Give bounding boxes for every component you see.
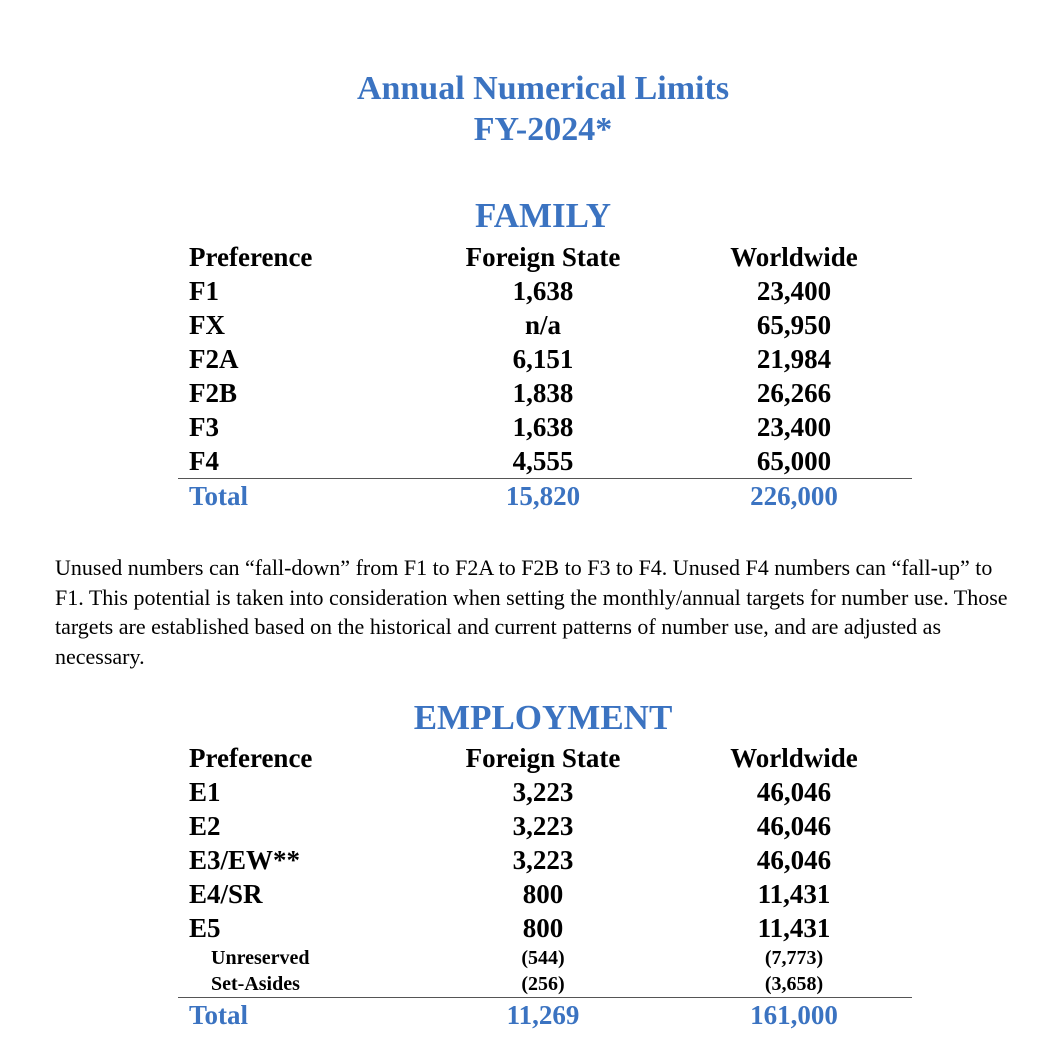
preference-cell: Set-Asides <box>211 973 300 995</box>
table-row <box>178 274 912 308</box>
table-row <box>178 342 912 376</box>
worldwide-cell: 23,400 <box>756 276 832 306</box>
employment-table <box>178 741 912 1032</box>
total-worldwide: 161,000 <box>750 1000 838 1030</box>
table-row <box>178 775 912 809</box>
preference-cell: E3/EW** <box>189 845 301 875</box>
header-worldwide: Worldwide <box>730 743 858 773</box>
worldwide-cell: 23,400 <box>756 412 832 442</box>
preference-cell: F2A <box>189 344 239 374</box>
worldwide-cell: 46,046 <box>756 845 832 875</box>
preference-cell: E4/SR <box>189 879 263 909</box>
total-row <box>178 479 912 513</box>
table-row <box>178 376 912 410</box>
foreign-state-cell: 6,151 <box>512 344 574 374</box>
worldwide-cell: 21,984 <box>756 344 832 374</box>
table-row <box>178 809 912 843</box>
worldwide-cell: 65,950 <box>756 310 832 340</box>
table-row <box>178 877 912 911</box>
header-foreign-state: Foreign State <box>465 743 621 773</box>
document-subtitle: FY-2024* <box>473 111 613 148</box>
total-worldwide: 226,000 <box>750 481 838 511</box>
foreign-state-cell: n/a <box>524 310 562 340</box>
worldwide-cell: 46,046 <box>756 777 832 807</box>
table-header <box>178 240 912 274</box>
sub-row <box>178 945 912 971</box>
preference-cell: E2 <box>189 811 221 841</box>
table-row <box>178 444 912 479</box>
foreign-state-cell: 800 <box>522 879 564 909</box>
worldwide-cell: (3,658) <box>764 973 824 995</box>
total-label: Total <box>189 1000 249 1030</box>
table-row <box>178 843 912 877</box>
header-preference: Preference <box>189 743 313 773</box>
worldwide-cell: 11,431 <box>757 913 831 943</box>
foreign-state-cell: 800 <box>522 913 564 943</box>
foreign-state-cell: 1,638 <box>512 412 574 442</box>
worldwide-cell: 11,431 <box>757 879 831 909</box>
total-foreign-state: 15,820 <box>505 481 581 511</box>
table-row <box>178 410 912 444</box>
preference-cell: F4 <box>189 446 219 476</box>
total-foreign-state: 11,269 <box>506 1000 580 1030</box>
family-table <box>178 240 912 513</box>
family-heading: FAMILY <box>474 196 612 235</box>
header-preference: Preference <box>189 242 313 272</box>
foreign-state-cell: 1,838 <box>512 378 574 408</box>
table-row <box>178 911 912 945</box>
foreign-state-cell: 3,223 <box>512 845 574 875</box>
foreign-state-cell: (256) <box>521 973 565 995</box>
worldwide-cell: (7,773) <box>764 947 824 969</box>
preference-cell: F3 <box>189 412 219 442</box>
worldwide-cell: 46,046 <box>756 811 832 841</box>
fall-down-note: Unused numbers can “fall-down” from F1 to F2A to F2B to F3 to F4. Unused F4 numbers can “fall-up” to F1. This potential is taken into consideration when setting the monthly/annual targets for number use. Those targets are established based on the historical and current patterns of number use, and are adjusted as necessary. <box>55 555 1008 669</box>
preference-cell: Unreserved <box>211 947 310 969</box>
worldwide-cell: 26,266 <box>756 378 832 408</box>
foreign-state-cell: (544) <box>521 947 565 969</box>
foreign-state-cell: 3,223 <box>512 777 574 807</box>
table-header <box>178 741 912 775</box>
employment-heading: EMPLOYMENT <box>413 698 673 737</box>
preference-cell: F1 <box>189 276 219 306</box>
foreign-state-cell: 1,638 <box>512 276 574 306</box>
foreign-state-cell: 4,555 <box>512 446 574 476</box>
total-row <box>178 998 912 1032</box>
preference-cell: E1 <box>189 777 221 807</box>
header-worldwide: Worldwide <box>730 242 858 272</box>
preference-cell: FX <box>189 310 225 340</box>
document-title: Annual Numerical Limits <box>356 70 730 107</box>
preference-cell: F2B <box>189 378 238 408</box>
preference-cell: E5 <box>189 913 221 943</box>
table-row <box>178 308 912 342</box>
foreign-state-cell: 3,223 <box>512 811 574 841</box>
total-label: Total <box>189 481 249 511</box>
worldwide-cell: 65,000 <box>756 446 832 476</box>
sub-row <box>178 971 912 998</box>
header-foreign-state: Foreign State <box>465 242 621 272</box>
